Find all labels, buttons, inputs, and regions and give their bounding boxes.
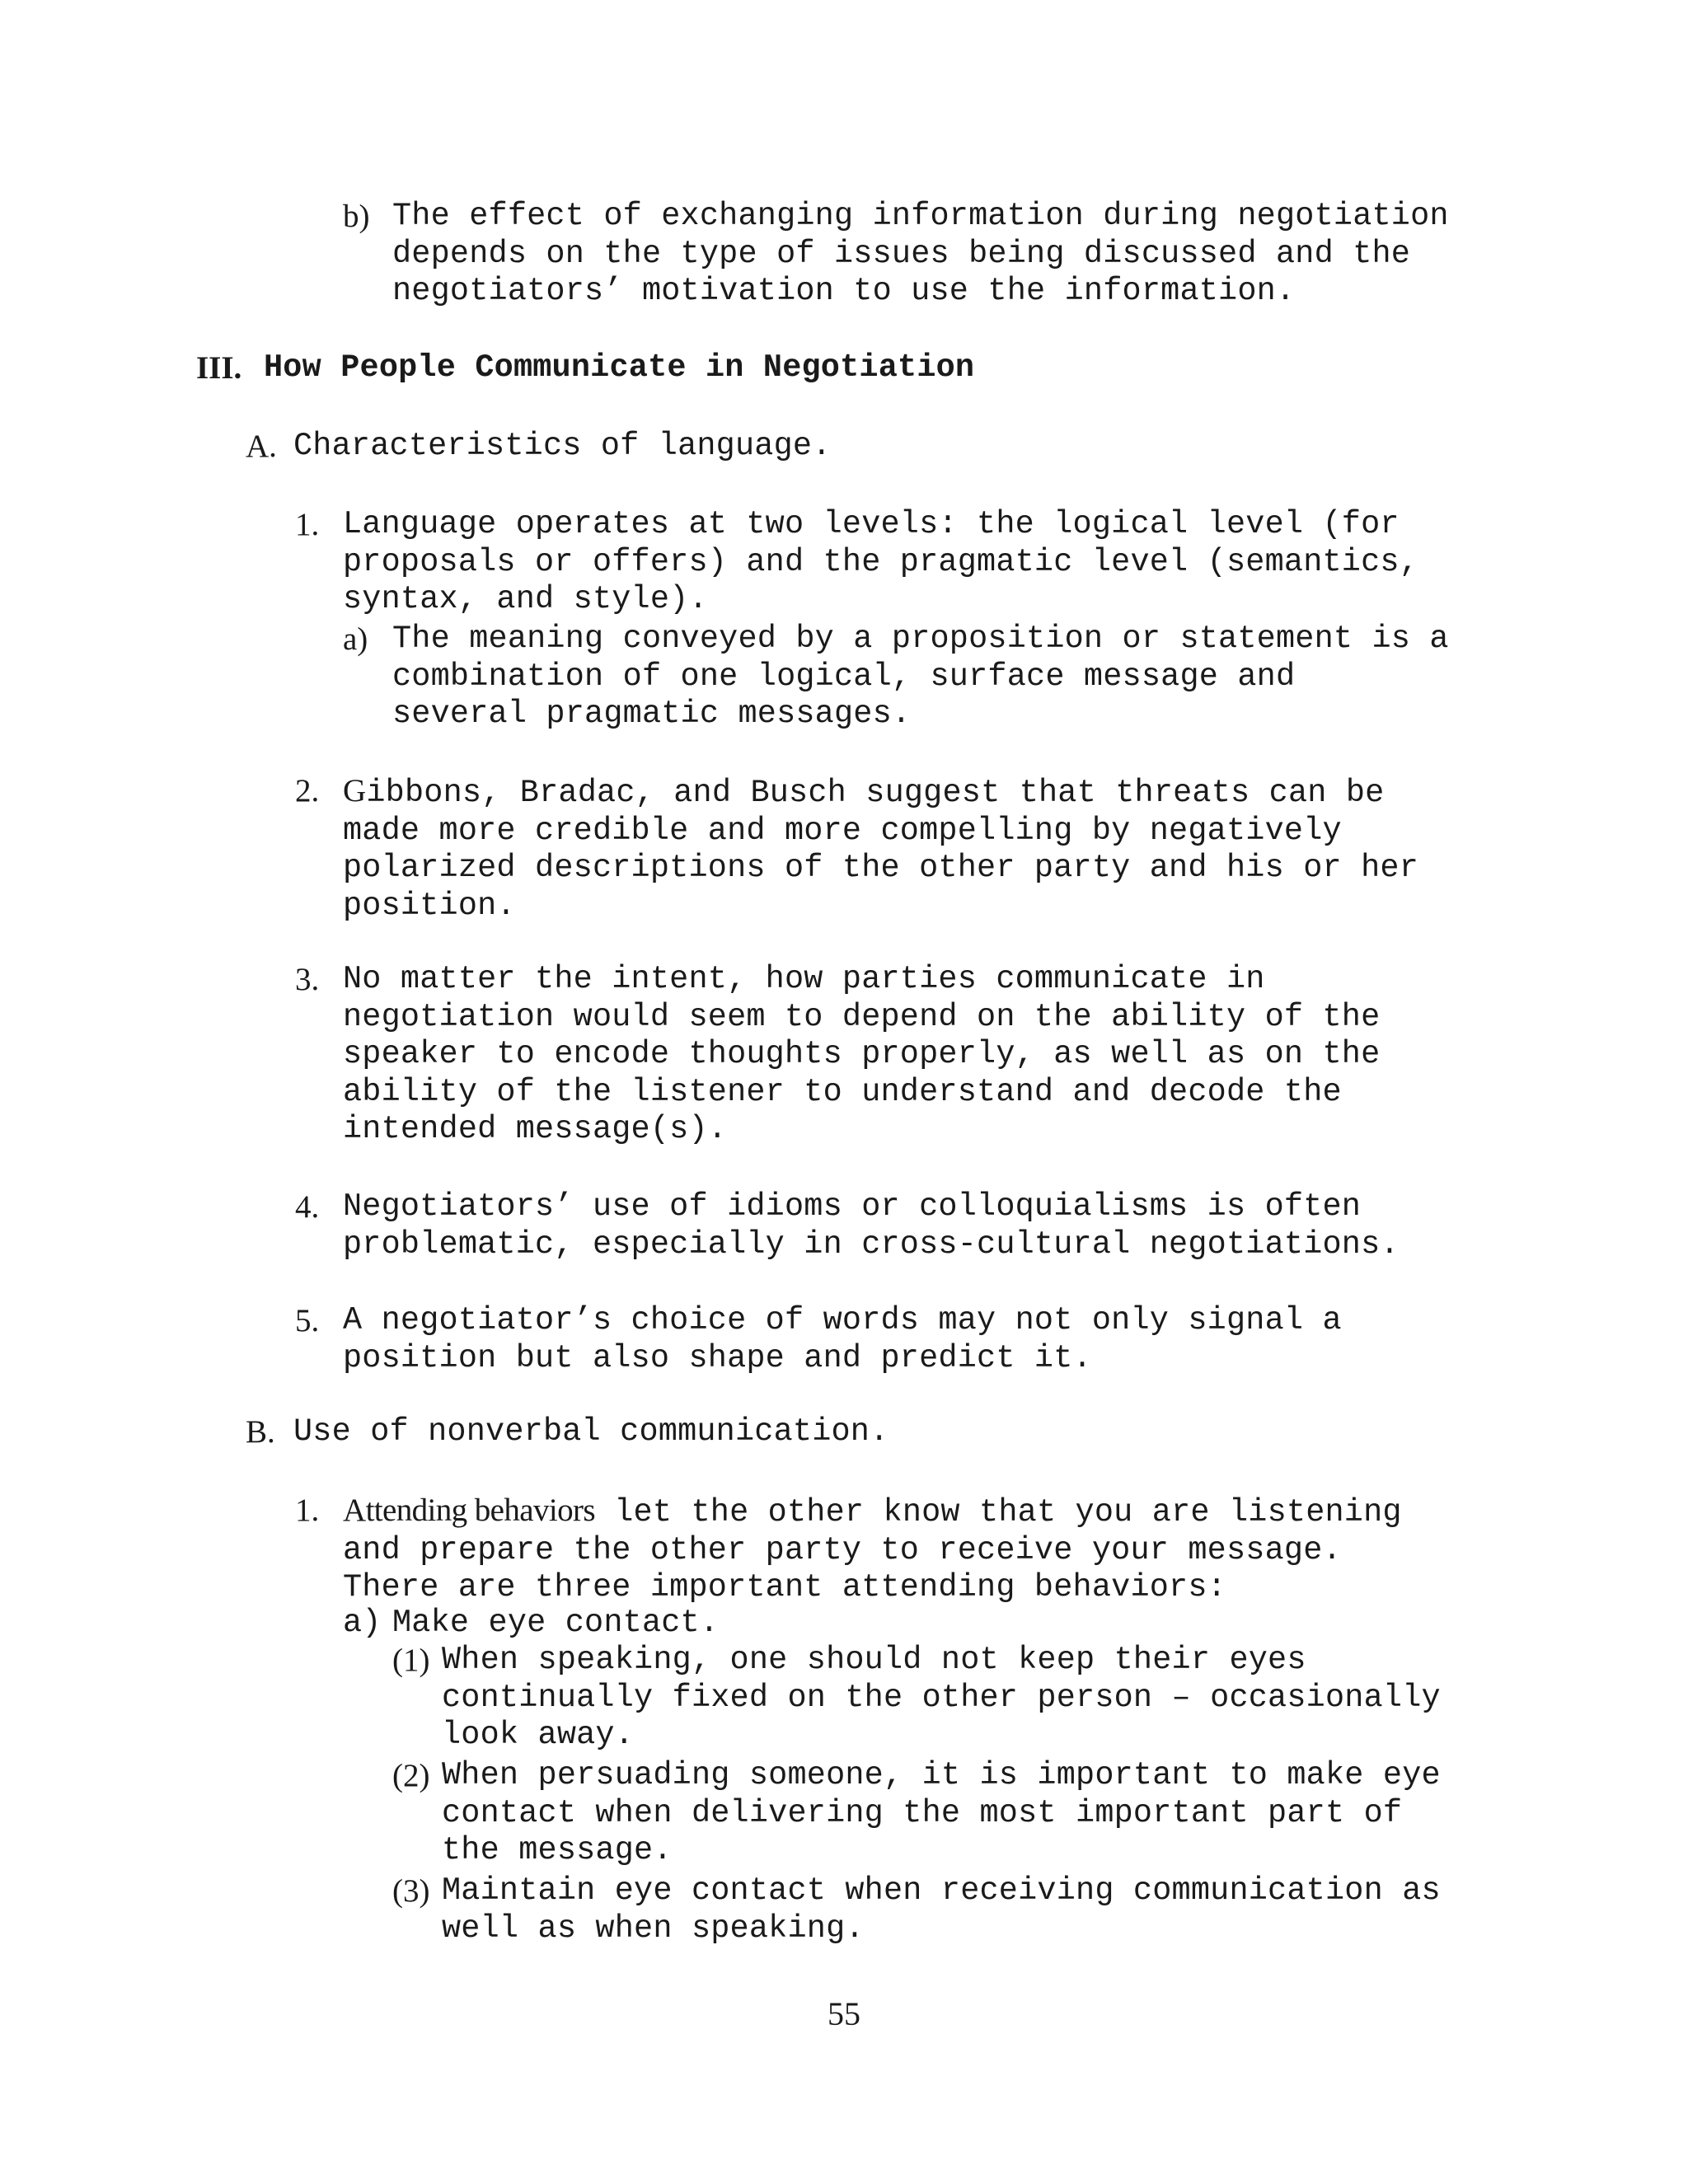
outline-item-a3 (295, 961, 1380, 1149)
item-marker: a) (343, 1605, 382, 1641)
item-marker: B. (246, 1414, 275, 1450)
item-text-line: Maintain eye contact when receiving communication as (442, 1872, 1441, 1909)
item-marker: A. (246, 429, 277, 464)
item-text-line: speaker to encode thoughts properly, as well as on the (343, 1036, 1381, 1072)
item-text-line: made more credible and more compelling by negatively (343, 812, 1342, 849)
item-text-line: Characteristics of language. (293, 428, 832, 464)
item-text-line: continually fixed on the other person – occasionally (442, 1679, 1441, 1716)
page-number: 55 (828, 1995, 860, 2032)
item-text-rest: let the other know that you are listening (594, 1494, 1402, 1530)
item-text-line: and prepare the other party to receive your message. (343, 1531, 1342, 1568)
item-text-line: No matter the intent, how parties communicate in (343, 961, 1265, 997)
item-text-line: intended message(s). (343, 1111, 728, 1147)
outline-item-b (246, 1413, 889, 1451)
item-marker: 3. (295, 962, 320, 997)
item-marker: 1. (295, 1493, 320, 1528)
outline-item-a (246, 428, 832, 466)
item-text-line (343, 1492, 1402, 1532)
outline-item-a2 (295, 772, 1418, 925)
outline-item-a1 (295, 506, 1418, 619)
item-marker: b) (343, 199, 370, 234)
item-text-line: When speaking, one should not keep their eyes (442, 1642, 1306, 1678)
item-text-line: A negotiator’s choice of words may not only signal a (343, 1302, 1342, 1338)
item-marker: (2) (392, 1758, 430, 1793)
item-text-rest: ibbons, Bradac, and Busch suggest that threats can be (366, 775, 1385, 811)
item-text-line: negotiators’ motivation to use the information. (392, 273, 1296, 309)
outline-item-b1a (343, 1605, 719, 1643)
outline-item-a1a (343, 621, 1449, 733)
item-text-line: The meaning conveyed by a proposition or statement is a (392, 621, 1449, 657)
outline-item-b1a2 (392, 1757, 1441, 1870)
outline-item-b-effect (343, 198, 1449, 311)
section-heading-iii (196, 349, 974, 387)
item-marker: 5. (295, 1303, 320, 1338)
outline-item-b1a3 (392, 1872, 1441, 1947)
item-text-line: proposals or offers) and the pragmatic level (semantics, (343, 543, 1419, 580)
item-text-line (343, 772, 1418, 813)
outline-item-a4 (295, 1188, 1400, 1263)
attending-behaviors-term: Attending behaviors (343, 1493, 595, 1528)
item-text-line: combination of one logical, surface message and (392, 658, 1296, 695)
item-text-line: depends on the type of issues being discussed and the (392, 235, 1411, 272)
item-text-line: position. (343, 887, 516, 924)
item-text-line: Negotiators’ use of idioms or colloquialisms is often (343, 1188, 1362, 1225)
item-text-line: Language operates at two levels: the logical level (for (343, 506, 1400, 542)
section-marker: III. (196, 350, 242, 386)
item-marker: 1. (295, 507, 320, 542)
item-text-line: syntax, and style). (343, 581, 708, 617)
item-marker: a) (343, 621, 368, 657)
item-text-line: The effect of exchanging information during negotiation (392, 198, 1449, 234)
outline-item-b1 (295, 1492, 1402, 1607)
item-text-line: ability of the listener to understand and decode the (343, 1073, 1342, 1110)
drop-letter: G (343, 773, 367, 808)
outline-item-a5 (295, 1302, 1342, 1377)
item-marker: 2. (295, 773, 320, 808)
item-text-line: look away. (442, 1717, 635, 1753)
item-text-line: polarized descriptions of the other party and his or her (343, 850, 1419, 886)
item-marker: (3) (392, 1873, 430, 1909)
item-text-line: Use of nonverbal communication. (293, 1413, 889, 1450)
item-text-line: well as when speaking. (442, 1910, 865, 1947)
item-text-line: There are three important attending behaviors: (343, 1569, 1226, 1605)
item-text-line: several pragmatic messages. (392, 696, 912, 732)
item-text-line: the message. (442, 1832, 673, 1868)
section-title: How People Communicate in Negotiation (264, 349, 975, 386)
item-text-line: Make eye contact. (392, 1605, 720, 1641)
item-marker: (1) (392, 1643, 430, 1678)
outline-item-b1a1 (392, 1642, 1441, 1755)
item-text-line: When persuading someone, it is important to make eye (442, 1757, 1441, 1793)
item-text-line: contact when delivering the most important part of (442, 1794, 1403, 1831)
item-marker: 4. (295, 1189, 320, 1225)
item-text-line: negotiation would seem to depend on the ability of the (343, 998, 1381, 1035)
item-text-line: problematic, especially in cross-cultural negotiations. (343, 1226, 1400, 1263)
item-text-line: position but also shape and predict it. (343, 1339, 1092, 1376)
